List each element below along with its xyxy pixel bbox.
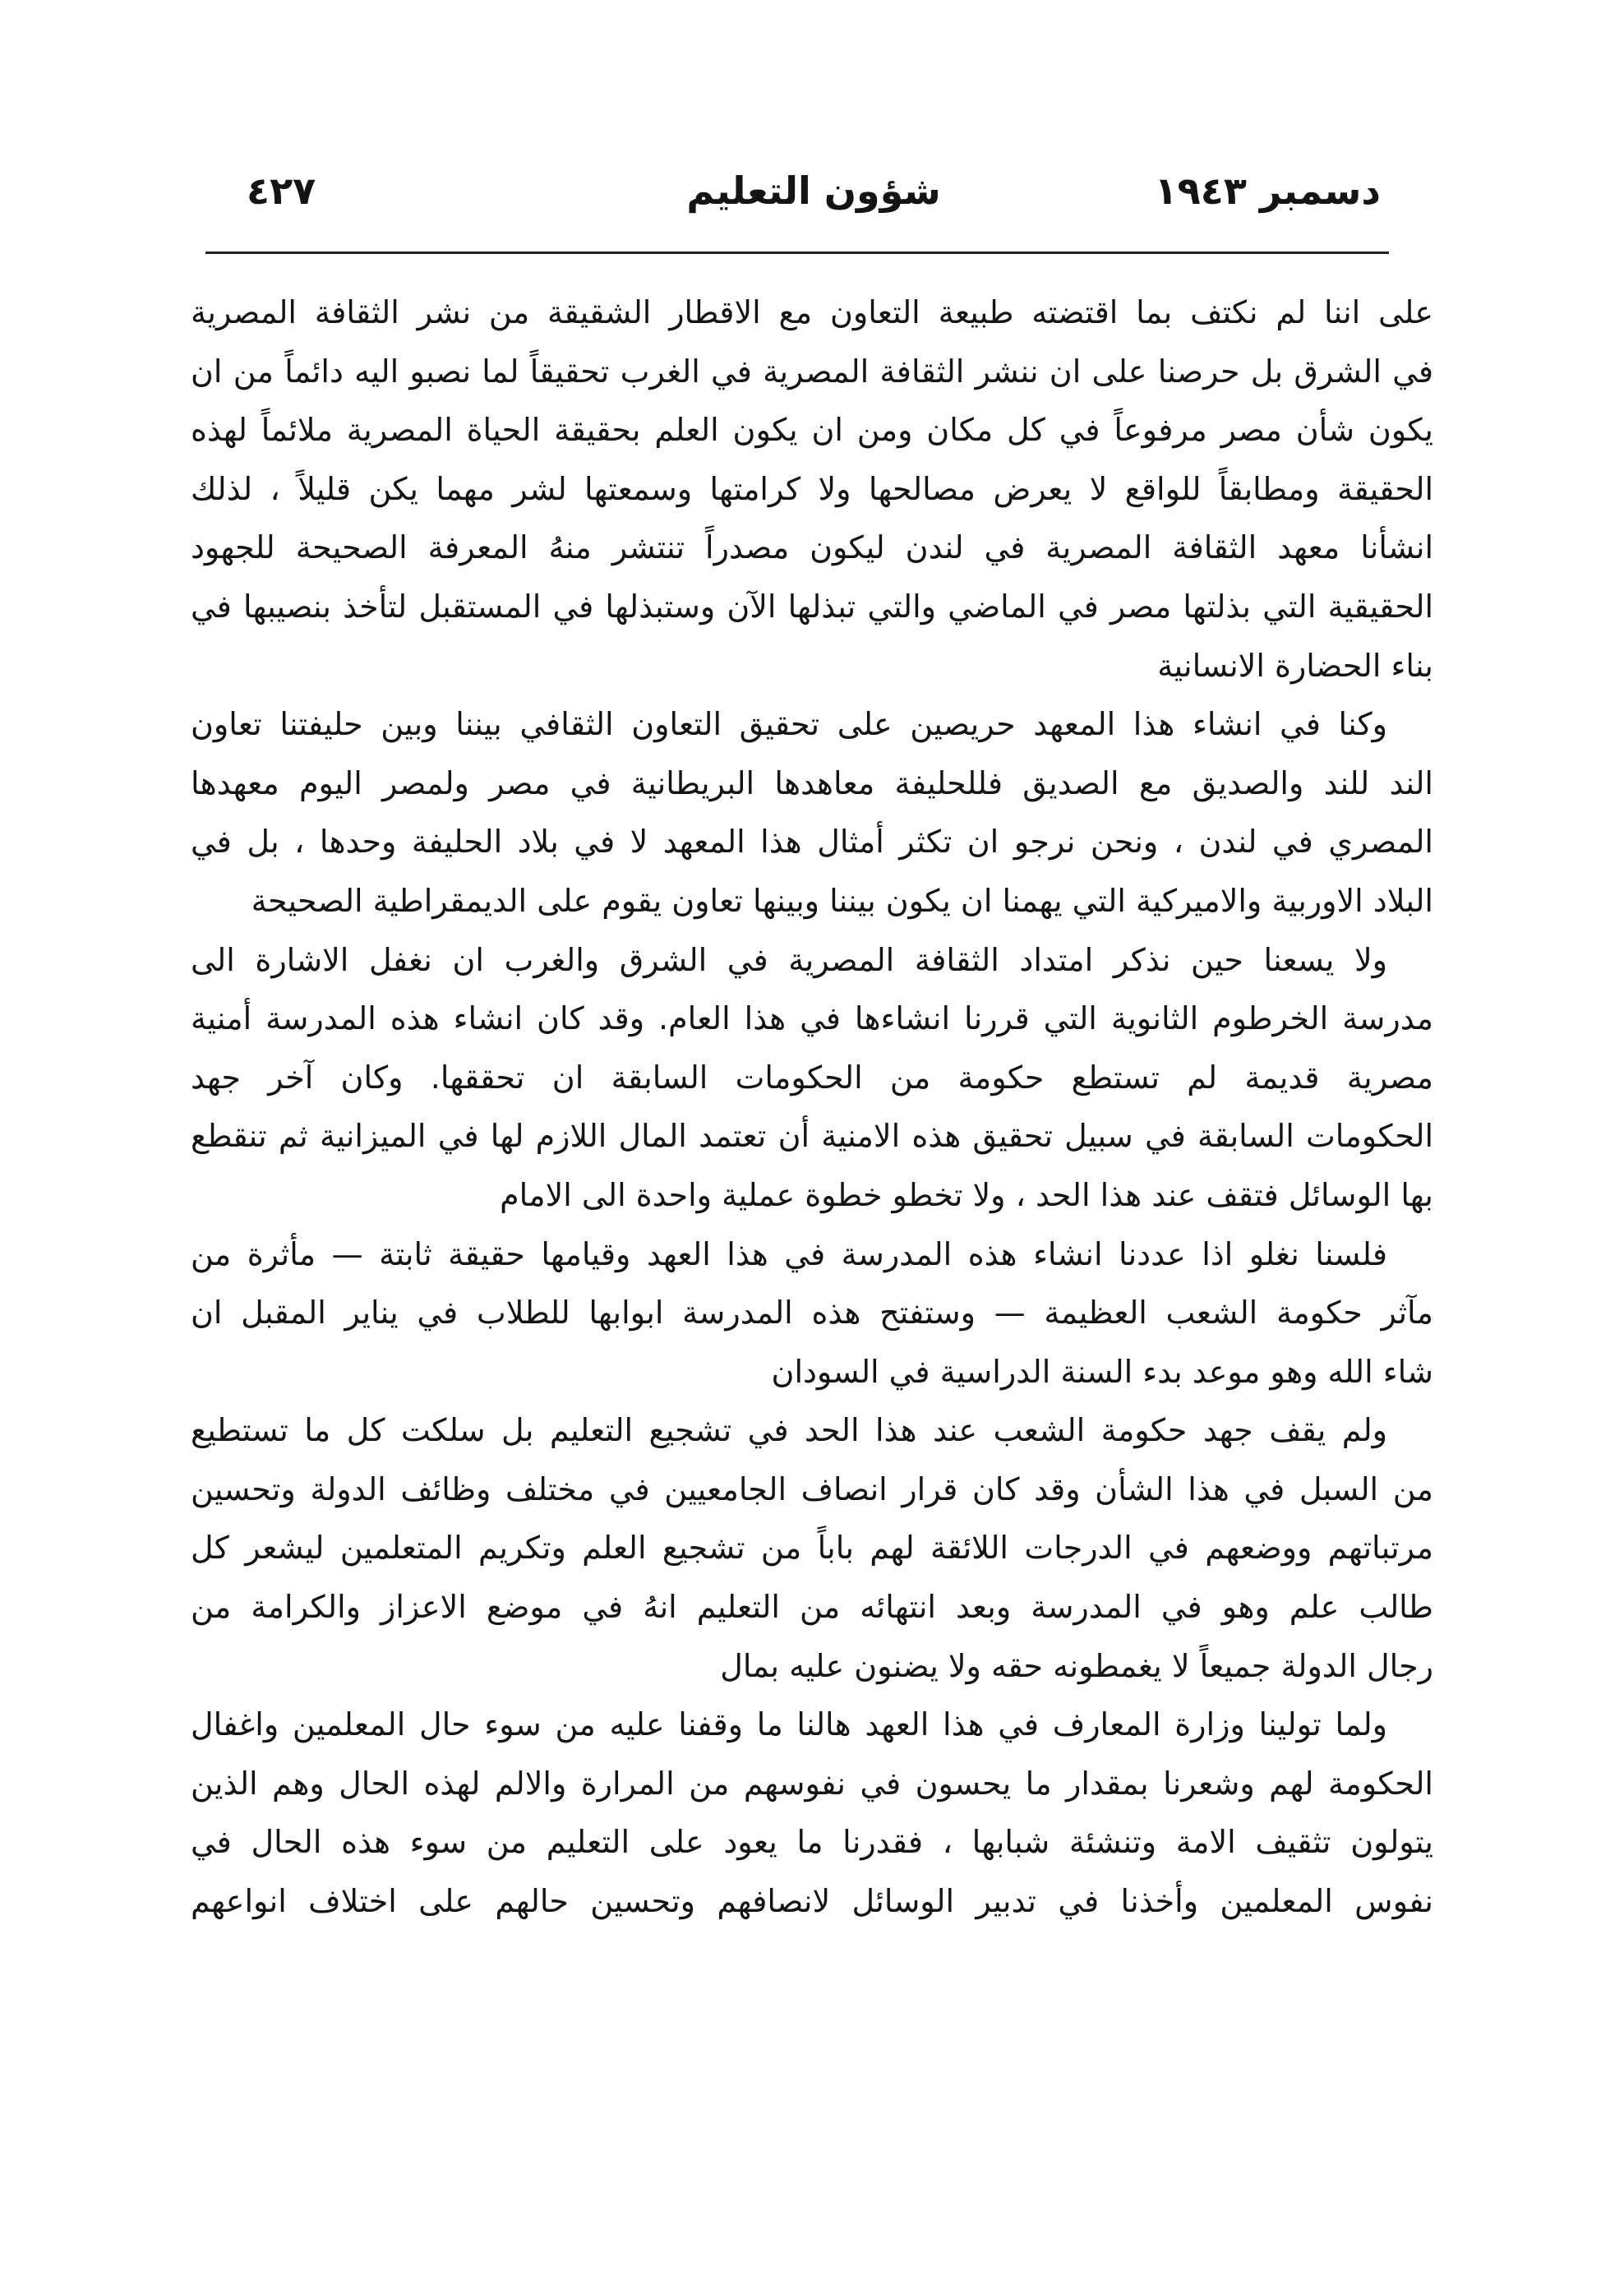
paragraph-4 xyxy=(191,1226,1433,1402)
text-line: بها الوسائل فتقف عند هذا الحد ، ولا تخطو خطوة عملية واحدة الى الامام xyxy=(500,1176,1433,1213)
text-line: الحكومات السابقة في سبيل تحقيق هذه الامنية أن تعتمد المال اللازم لها في الميزانية ثم تنقطع xyxy=(191,1118,1433,1155)
page-header xyxy=(247,168,1381,234)
text-line: طالب علم وهو في المدرسة وبعد انتهائه من التعليم انهُ في موضع الاعزاز والكرامة من xyxy=(191,1589,1433,1626)
text-line: يكون شأن مصر مرفوعاً في كل مكان ومن ان يكون العلم بحقيقة الحياة المصرية ملائماً لهذه xyxy=(191,412,1433,449)
text-line: وكنا في انشاء هذا المعهد حريصين على تحقيق التعاون الثقافي بيننا وبين حليفتنا تعاون xyxy=(191,706,1387,743)
text-line: بناء الحضارة الانسانية xyxy=(1157,647,1433,684)
text-line: يتولون تثقيف الامة وتنشئة شبابها ، فقدرنا ما يعود على التعليم من سوء هذه الحال في xyxy=(191,1824,1433,1861)
issue-date: دسمبر ١٩٤٣ xyxy=(1154,168,1381,213)
text-line: فلسنا نغلو اذا عددنا انشاء هذه المدرسة في هذا العهد وقيامها حقيقة ثابتة — مأثرة من xyxy=(191,1235,1387,1272)
text-line: من السبل في هذا الشأن وقد كان قرار انصاف الجامعيين في مختلف وظائف الدولة وتحسين xyxy=(191,1470,1433,1507)
text-line: رجال الدولة جميعاً لا يغمطونه حقه ولا يضنون عليه بمال xyxy=(720,1647,1433,1684)
text-line: ولما تولينا وزارة المعارف في هذا العهد هالنا ما وقفنا عليه من سوء حال المعلمين واغفال xyxy=(191,1706,1387,1743)
text-line: انشأنا معهد الثقافة المصرية في لندن ليكون مصدراً تنتشر منهُ المعرفة الصحيحة للجهود xyxy=(191,529,1433,566)
text-line: مآثر حكومة الشعب العظيمة — وستفتح هذه المدرسة ابوابها للطلاب في يناير المقبل ان xyxy=(191,1295,1433,1332)
text-line: مصرية قديمة لم تستطع حكومة من الحكومات السابقة ان تحققها. وكان آخر جهد xyxy=(191,1059,1433,1096)
text-line: ولا يسعنا حين نذكر امتداد الثقافة المصرية في الشرق والغرب ان نغفل الاشارة الى xyxy=(191,941,1387,978)
text-line: ولم يقف جهد حكومة الشعب عند هذا الحد في تشجيع التعليم بل سلكت كل ما تستطيع xyxy=(191,1412,1387,1449)
text-line: على اننا لم نكتف بما اقتضته طبيعة التعاون مع الاقطار الشقيقة من نشر الثقافة المصرية xyxy=(191,294,1433,330)
text-line: المصري في لندن ، ونحن نرجو ان تكثر أمثال هذا المعهد لا في بلاد الحليفة وحدها ، بل في xyxy=(191,824,1433,861)
page-number: ٤٢٧ xyxy=(247,168,316,213)
text-line: البلاد الاوربية والاميركية التي يهمنا ان يكون بيننا وبينها تعاون يقوم على الديمقراطية الصحيحة xyxy=(251,882,1433,919)
text-line: نفوس المعلمين وأخذنا في تدبير الوسائل لانصافهم وتحسين حالهم على اختلاف انواعهم xyxy=(191,1883,1433,1920)
article-body xyxy=(191,284,1433,1932)
paragraph-3 xyxy=(191,931,1433,1226)
paragraph-5 xyxy=(191,1401,1433,1696)
header-divider xyxy=(205,252,1389,254)
text-line: الند للند والصديق مع الصديق فللحليفة معاهدها البريطانية في مصر ولمصر اليوم معهدها xyxy=(191,764,1433,801)
paragraph-6 xyxy=(191,1696,1433,1931)
paragraph-2 xyxy=(191,695,1433,930)
text-line: في الشرق بل حرصنا على ان ننشر الثقافة المصرية في الغرب تحقيقاً لما نصبو اليه دائماً من ان xyxy=(191,353,1433,390)
text-line: الحكومة لهم وشعرنا بمقدار ما يحسون في نفوسهم من المرارة والالم لهذه الحال وهم الذين xyxy=(191,1765,1433,1802)
text-line: الحقيقية التي بذلتها مصر في الماضي والتي تبذلها الآن وستبذلها في المستقبل لتأخذ بنصيبها في xyxy=(191,588,1433,625)
paragraph-1 xyxy=(191,284,1433,695)
text-line: مرتباتهم ووضعهم في الدرجات اللائقة لهم باباً من تشجيع العلم وتكريم المتعلمين ليشعر كل xyxy=(191,1530,1433,1567)
text-line: الحقيقة ومطابقاً للواقع لا يعرض مصالحها ولا كرامتها وسمعتها لشر مهما يكن قليلاً ، لذلك xyxy=(191,470,1433,507)
text-line: شاء الله وهو موعد بدء السنة الدراسية في السودان xyxy=(771,1353,1433,1390)
text-line: مدرسة الخرطوم الثانوية التي قررنا انشاءها في هذا العام. وقد كان انشاء هذه المدرسة أمنية xyxy=(191,1000,1433,1037)
journal-title: شؤون التعليم xyxy=(686,168,941,213)
